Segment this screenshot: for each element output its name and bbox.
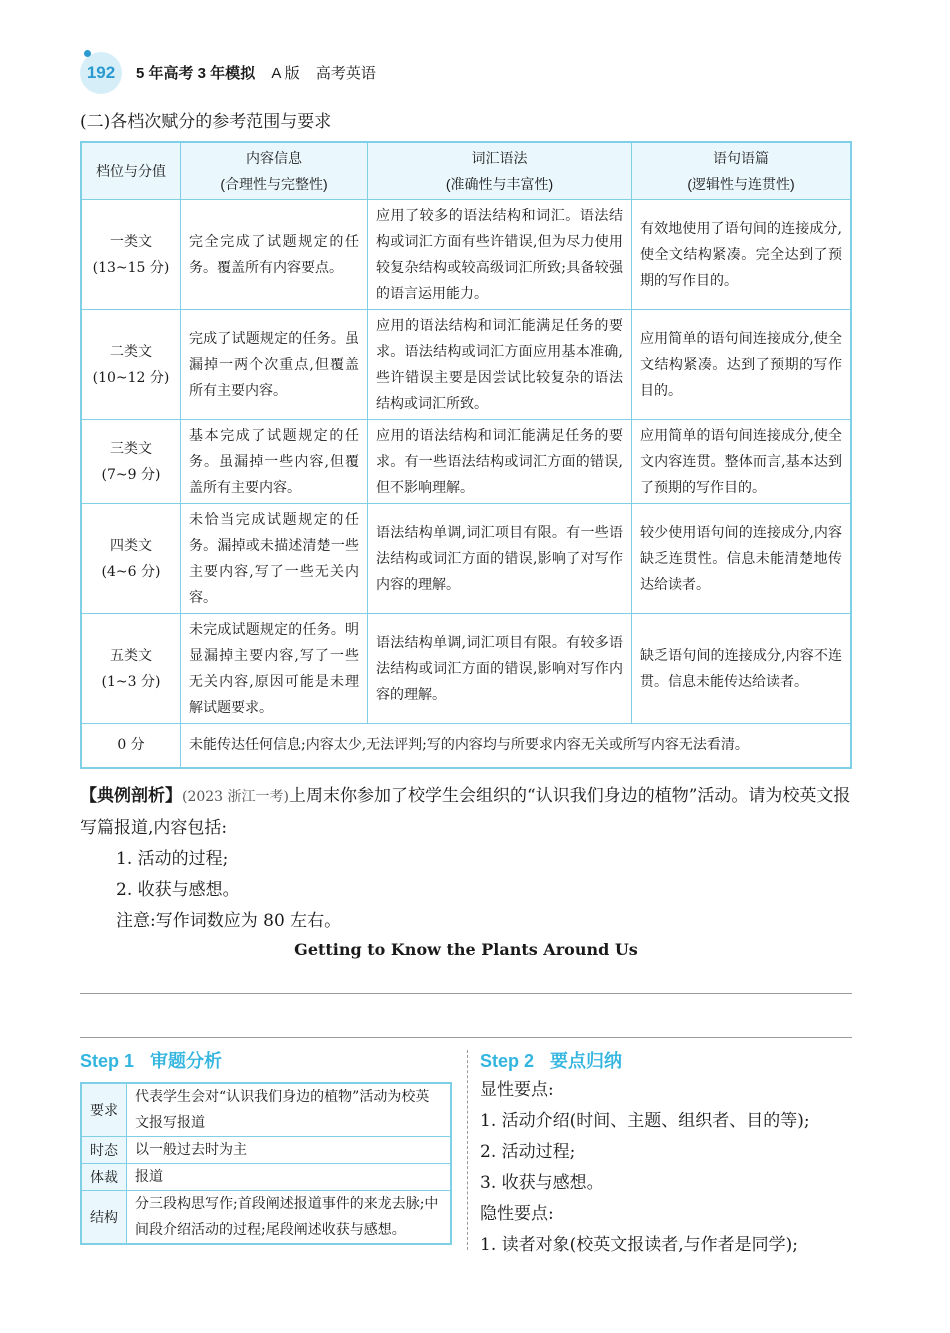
explicit-point: 2. 活动过程; <box>480 1142 576 1162</box>
page-number-dot <box>84 50 91 57</box>
level-cell <box>81 614 181 724</box>
header-content <box>181 142 368 200</box>
example-source: (2023 浙江一考) <box>182 789 290 805</box>
analysis-value: 以一般过去时为主 <box>127 1137 452 1164</box>
edition-label: A 版 <box>271 65 300 82</box>
analysis-key: 要求 <box>81 1083 127 1137</box>
sentence-cell: 有效地使用了语句间的连接成分,使全文结构紧凑。完全达到了预期的写作目的。 <box>632 200 852 310</box>
table-row <box>81 504 851 614</box>
content-cell: 未完成试题规定的任务。明显漏掉主要内容,写了一些无关内容,原因可能是未理解试题要求。 <box>181 614 368 724</box>
vocab-cell: 应用的语法结构和词汇能满足任务的要求。语法结构或词汇方面应用基本准确,些许错误主要是因尝试比较复杂的语法结构或词汇所致。 <box>368 310 632 420</box>
explicit-heading: 显性要点: <box>480 1080 554 1100</box>
example-prompt-text: 上周末你参加了校学生会组织的“认识我们身边的植物”活动。请为校英文报写篇报道,内容包括: <box>80 786 851 838</box>
step1-label: Step 1 <box>80 1051 135 1071</box>
table-row <box>81 614 851 724</box>
example-prompt <box>80 780 855 937</box>
section-heading: (二)各档次赋分的参考范围与要求 <box>80 112 332 132</box>
level-score: (10~12 分) <box>92 369 170 386</box>
header-level: 档位与分值 <box>81 142 181 200</box>
writing-line <box>80 993 852 994</box>
analysis-table <box>80 1082 452 1245</box>
level-score: (7~9 分) <box>101 466 161 483</box>
level-score: (13~15 分) <box>92 259 170 276</box>
sentence-cell: 较少使用语句间的连接成分,内容缺乏连贯性。信息未能清楚地传达给读者。 <box>632 504 852 614</box>
level-cell <box>81 200 181 310</box>
sentence-cell: 应用简单的语句间连接成分,使全文内容连贯。整体而言,基本达到了预期的写作目的。 <box>632 420 852 504</box>
sentence-cell: 应用简单的语句间连接成分,使全文结构紧凑。达到了预期的写作目的。 <box>632 310 852 420</box>
zero-desc-cell: 未能传达任何信息;内容太少,无法评判;写的内容均与所要求内容无关或所写内容无法看清。 <box>181 724 852 768</box>
analysis-value: 报道 <box>127 1164 452 1191</box>
grading-table <box>80 141 852 769</box>
implicit-point: 1. 读者对象(校英文报读者,与作者是同学); <box>480 1235 799 1255</box>
content-cell: 完全完成了试题规定的任务。覆盖所有内容要点。 <box>181 200 368 310</box>
key-points <box>480 1075 860 1261</box>
essay-title: Getting to Know the Plants Around Us <box>294 940 638 959</box>
level-cell: 0 分 <box>81 724 181 768</box>
example-intro <box>80 780 855 844</box>
step2-heading <box>480 1047 622 1073</box>
column-separator <box>467 1050 468 1250</box>
level-score: (4~6 分) <box>101 563 161 580</box>
analysis-value: 代表学生会对“认识我们身边的植物”活动为校英文报写报道 <box>127 1083 452 1137</box>
header-sentence <box>632 142 852 200</box>
example-note: 注意:写作词数应为 80 左右。 <box>116 911 342 931</box>
level-cell <box>81 310 181 420</box>
analysis-key: 体裁 <box>81 1164 127 1191</box>
vocab-cell: 应用了较多的语法结构和词汇。语法结构或词汇方面有些许错误,但为尽力使用较复杂结构或较高级词汇所致;具备较强的语言运用能力。 <box>368 200 632 310</box>
level-cell <box>81 504 181 614</box>
step2-title: 要点归纳 <box>550 1051 623 1071</box>
level-name: 四类文 <box>110 537 152 554</box>
level-cell <box>81 420 181 504</box>
example-tag: 【典例剖析】 <box>80 786 182 805</box>
table-row <box>81 310 851 420</box>
explicit-point: 1. 活动介绍(时间、主题、组织者、目的等); <box>480 1111 810 1131</box>
running-header <box>136 62 388 83</box>
header-vocab-sub: (准确性与丰富性) <box>445 176 554 192</box>
level-name: 三类文 <box>110 440 152 457</box>
header-content-sub: (合理性与完整性) <box>220 176 328 192</box>
step2-label: Step 2 <box>480 1051 535 1071</box>
divider-line <box>80 1037 852 1038</box>
analysis-value: 分三段构思写作;首段阐述报道事件的来龙去脉;中间段介绍活动的过程;尾段阐述收获与感想。 <box>127 1191 452 1245</box>
series-title: 5 年高考 3 年模拟 <box>136 65 256 82</box>
explicit-point: 3. 收获与感想。 <box>480 1173 604 1193</box>
level-name: 一类文 <box>110 233 152 250</box>
level-name: 五类文 <box>110 647 152 664</box>
table-row <box>81 200 851 310</box>
step1-heading <box>80 1047 222 1073</box>
vocab-cell: 应用的语法结构和词汇能满足任务的要求。有一些语法结构或词汇方面的错误,但不影响理解。 <box>368 420 632 504</box>
level-name: 二类文 <box>110 343 152 360</box>
table-row <box>81 420 851 504</box>
example-item: 2. 收获与感想。 <box>116 880 240 900</box>
table-row <box>81 1137 451 1164</box>
implicit-heading: 隐性要点: <box>480 1204 554 1224</box>
sentence-cell: 缺乏语句间的连接成分,内容不连贯。信息未能传达给读者。 <box>632 614 852 724</box>
grading-table-header <box>81 142 851 200</box>
subject-label: 高考英语 <box>315 65 376 82</box>
page-number: 192 <box>80 52 122 94</box>
analysis-key: 结构 <box>81 1191 127 1245</box>
header-sentence-title: 语句语篇 <box>713 150 769 166</box>
header-vocab-title: 词汇语法 <box>471 150 528 166</box>
vocab-cell: 语法结构单调,词汇项目有限。有一些语法结构或词汇方面的错误,影响了对写作内容的理解。 <box>368 504 632 614</box>
header-content-title: 内容信息 <box>246 150 302 166</box>
vocab-cell: 语法结构单调,词汇项目有限。有较多语法结构或词汇方面的错误,影响对写作内容的理解。 <box>368 614 632 724</box>
analysis-key: 时态 <box>81 1137 127 1164</box>
content-cell: 未恰当完成试题规定的任务。漏掉或未描述清楚一些主要内容,写了一些无关内容。 <box>181 504 368 614</box>
header-vocab <box>368 142 632 200</box>
example-item: 1. 活动的过程; <box>116 849 229 869</box>
table-row <box>81 1083 451 1137</box>
content-cell: 基本完成了试题规定的任务。虽漏掉一些内容,但覆盖所有主要内容。 <box>181 420 368 504</box>
level-score: (1~3 分) <box>101 673 161 690</box>
content-cell: 完成了试题规定的任务。虽漏掉一两个次重点,但覆盖所有主要内容。 <box>181 310 368 420</box>
step1-title: 审题分析 <box>150 1051 223 1071</box>
header-sentence-sub: (逻辑性与连贯性) <box>687 176 795 192</box>
table-row-zero <box>81 724 851 768</box>
table-row <box>81 1191 451 1245</box>
table-row <box>81 1164 451 1191</box>
